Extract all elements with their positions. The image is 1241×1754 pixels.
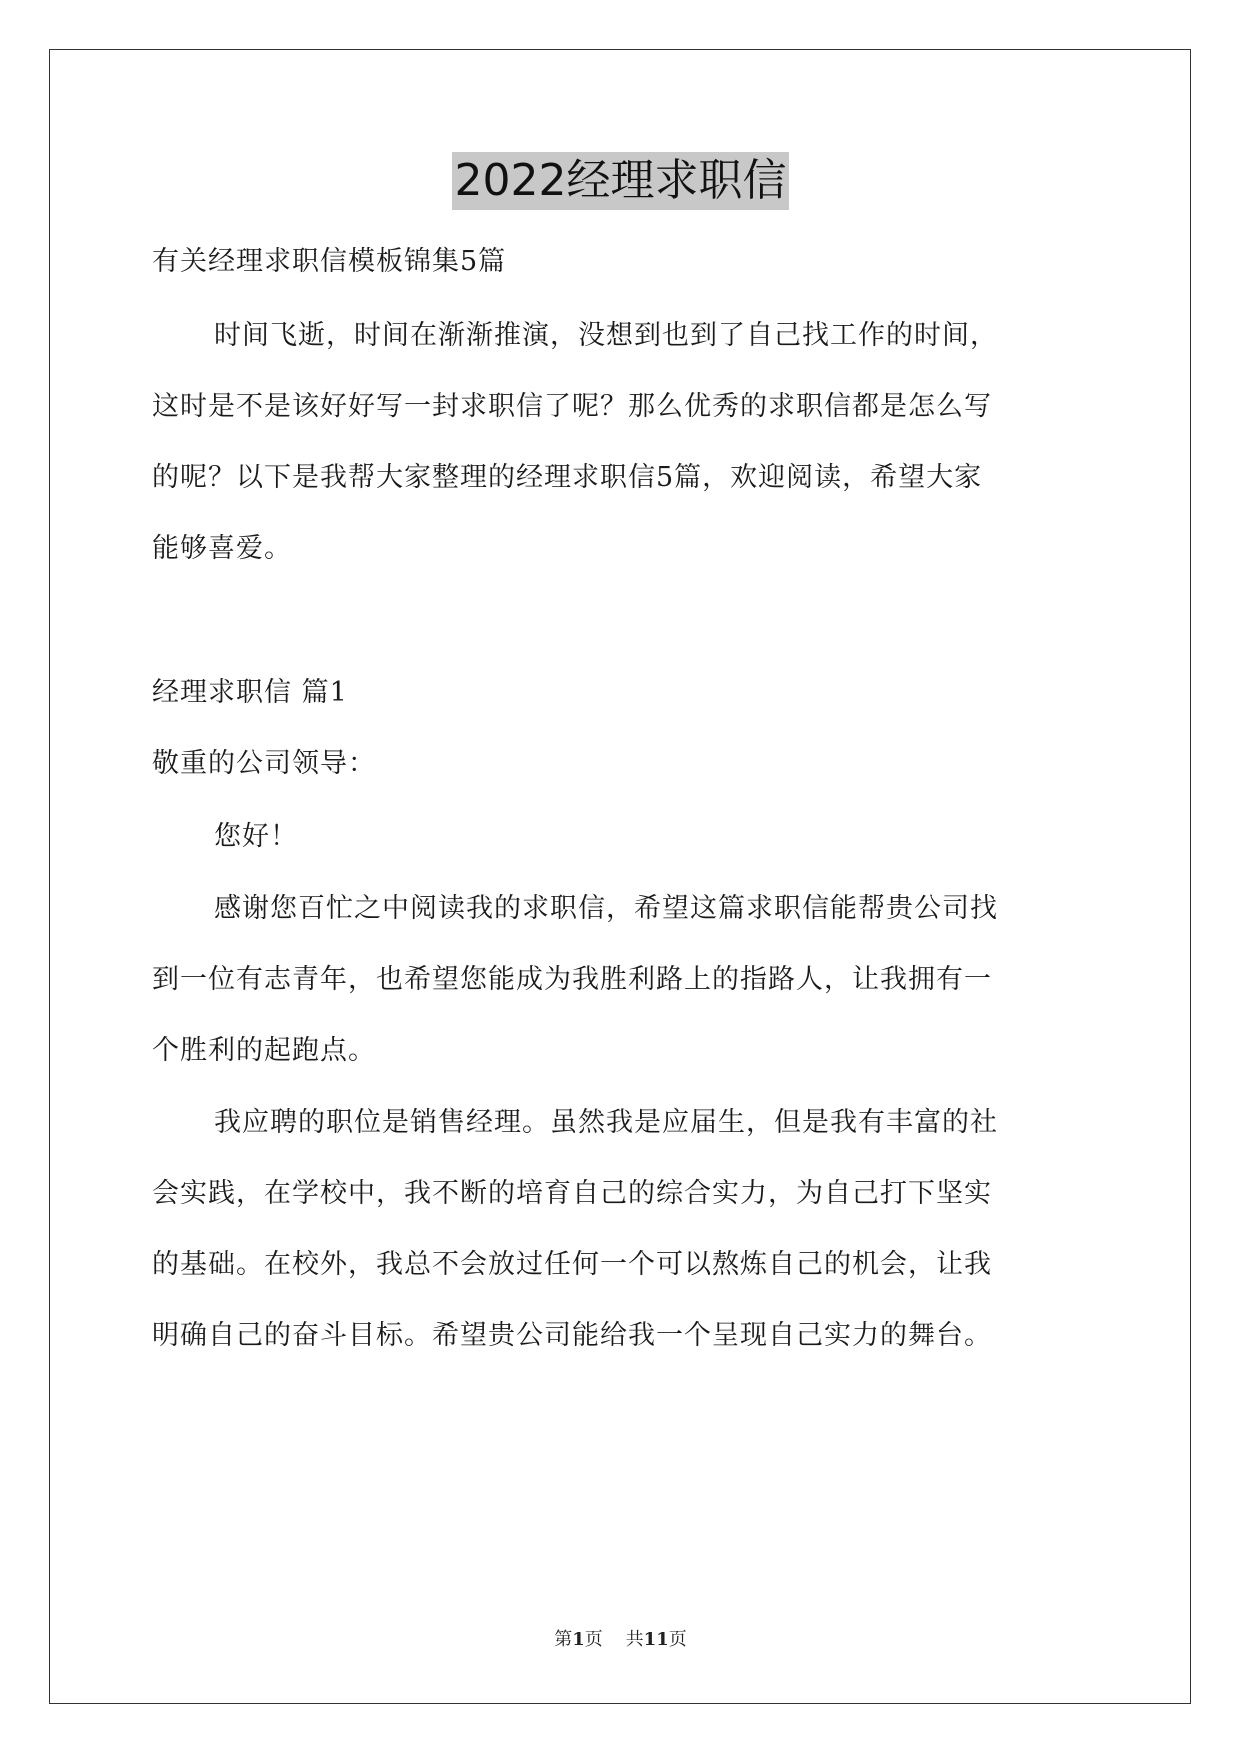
body-line: 明确自己的奋斗目标。希望贵公司能给我一个呈现自己实力的舞台。 (152, 1320, 992, 1351)
body-line: 到一位有志青年，也希望您能成为我胜利路上的指路人，让我拥有一 (152, 964, 992, 995)
body-line: 个胜利的起跑点。 (152, 1035, 376, 1066)
body-line: 感谢您百忙之中阅读我的求职信，希望这篇求职信能帮贵公司找 (214, 893, 998, 924)
section-heading: 经理求职信 篇1 (152, 677, 348, 708)
title-wrap (0, 152, 1241, 210)
document-title: 2022经理求职信 (452, 152, 790, 210)
page-number: 1 (572, 1629, 585, 1650)
intro-line: 的呢？以下是我帮大家整理的经理求职信5篇，欢迎阅读，希望大家 (152, 462, 983, 493)
intro-line: 这时是不是该好好写一封求职信了呢？那么优秀的求职信都是怎么写 (152, 391, 992, 422)
footer-total-suffix: 页 (668, 1629, 687, 1650)
footer-total-prefix: 共 (625, 1629, 644, 1650)
body-line: 的基础。在校外，我总不会放过任何一个可以熬炼自己的机会，让我 (152, 1249, 992, 1280)
footer-prefix: 第 (554, 1629, 573, 1650)
intro-line: 时间飞逝，时间在渐渐推演，没想到也到了自己找工作的时间， (214, 320, 998, 351)
page-border (49, 49, 1191, 1704)
document-subtitle: 有关经理求职信模板锦集5篇 (152, 246, 507, 277)
page-footer (0, 1625, 1241, 1651)
total-pages: 11 (643, 1629, 669, 1650)
salutation: 敬重的公司领导： (152, 748, 376, 779)
body-line: 我应聘的职位是销售经理。虽然我是应届生，但是我有丰富的社 (214, 1107, 998, 1138)
body-line: 会实践，在学校中，我不断的培育自己的综合实力，为自己打下坚实 (152, 1178, 992, 1209)
footer-page-suffix: 页 (584, 1629, 603, 1650)
greeting: 您好！ (214, 821, 298, 852)
intro-line: 能够喜爱。 (152, 533, 292, 564)
